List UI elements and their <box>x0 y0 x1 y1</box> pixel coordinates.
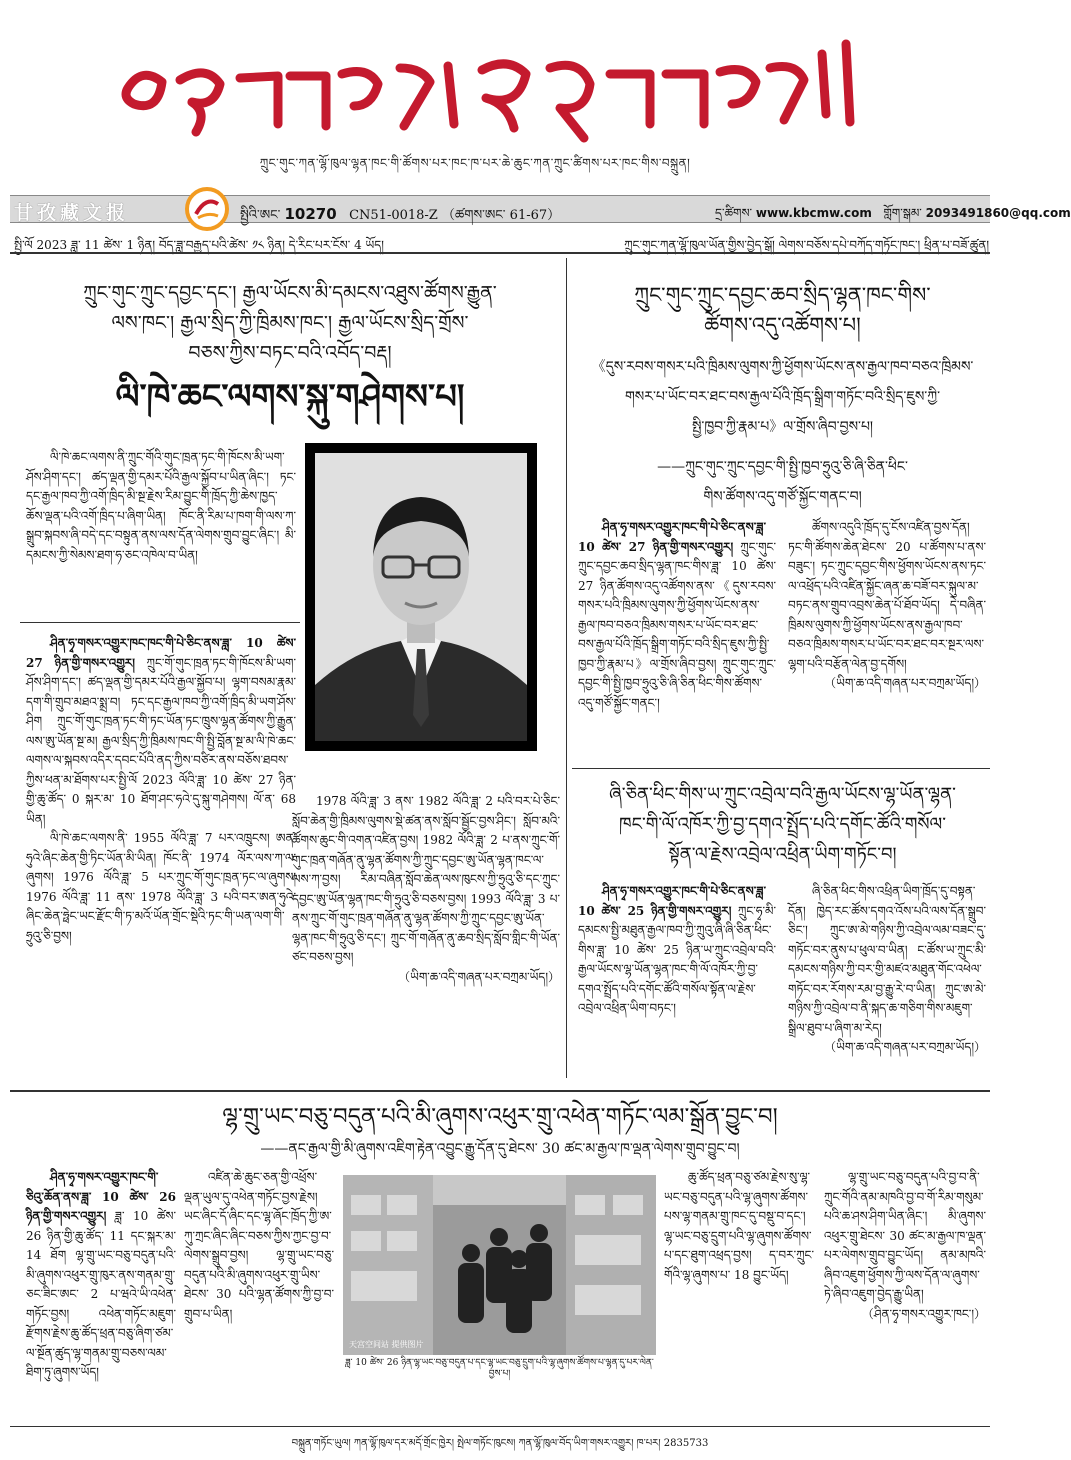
website-link[interactable]: www.kbcmw.com <box>755 206 872 220</box>
right1-sub-3: སྤྱི་ཁྱབ་ཀྱི་རྣམ་པ》ལ་གྲོས་ཞིབ་བྱས་པ། <box>691 419 874 435</box>
cn-code-extra: （ཚགས་ཨང་ 61-67） <box>441 208 561 223</box>
bottom-col-1 <box>26 1168 176 1418</box>
bottom-body-1: ཟླ་ 10 ཚེས་ 26 ཉིན་གྱི་ཆུ་ཚོད་ 11 དང་སྐར་མ་ 14 ཐོག ལྷ་གྲུ་ཡང་བཅུ་བདུན་པའི་མི་ཞུགས་འཕུར་གྲུ་ཁུར་ནས་གནམ་གྲུ་ཅང་ཟིང་ཨང་ 2 པ་ཝའེ་ཡི་འཕེན་གཏོང་བྱས། འཕེན་གཏོང་མཇུག་རྫོགས་རྗེས་ཆུ་ཚོད་ཕྲན་བཅུ་ཞིག་ཙམ་ལ་སྔོན་ཚུད་ལྷ་གནམ་གྲུ་བཅས་ལམ་ཐིག་ཏུ་ཞུགས་ཡོད། <box>26 1209 176 1379</box>
bottom-body-4: ལྷ་གྲུ་ཡང་བཅུ་བདུན་པའི་བྱ་བ་ནི་ཀྲུང་གོའི་ནམ་མཁའི་བྱ་བ་གོ་རིམ་གསུམ་པའི་ཆ་ཤས་ཤིག་ཡིན་ཞིང་། མི་ཞུགས་འཕུར་གྲུ་ཐེངས་ 30 ཚང་མ་རྒྱལ་ཁ་ལྡན་པར་ལེགས་གྲུབ་བྱུང་ཡོད། ནམ་མཁའི་ཞིབ་འཇུག་ཕྱོགས་ཀྱི་ལས་དོན་ལ་ཞུགས་ཏེ་ཞིབ་འཇུག་བྱེད་རྒྱུ་ཡིན། <box>824 1170 986 1301</box>
right2-body-2: ཞི་ཅིན་ཕིང་གིས་འཕྲིན་ཡིག་ཁྲོད་དུ་བསྟན་དོན། ཁྱེད་རང་ཚོས་དགའ་འོས་པའི་ལས་དོན་སྒྲུབ་ཅིང་། ཀྲུང་ཨ་མེ་གཉིས་ཀྱི་འབྲེལ་ལམ་བཟང་དུ་གཏོང་བར་ནུས་པ་ཕུལ་བ་ཡིན། ང་ཚོས་ཡ་ཀྲུང་མི་དམངས་གཉིས་ཀྱི་བར་གྱི་མཛའ་མཐུན་གོང་འཕེལ་གཏོང་བར་རོགས་རམ་བྱ་རྒྱུ་རེ་བ་ཡིན། ཀྲུང་ཨ་མེ་གཉིས་ཀྱི་འབྲེལ་བ་ནི་སྐད་ཆ་གཅིག་གིས་མཇུག་སྒྲིལ་ཐུབ་པ་ཞིག་མ་རེད། <box>788 884 986 1035</box>
right2-title-2: ཁང་གི་ལོ་འཁོར་ཀྱི་བྱ་དགའ་སྤྲོད་པའི་དགོང་ཚོའི་གསོལ་ <box>618 814 947 835</box>
lead-kicker-3: བཅས་ཀྱིས་བཏང་བའི་འབོད་བརྡ། <box>188 342 392 364</box>
right1-col-1 <box>578 518 776 758</box>
lead-body-col-1 <box>26 634 296 1072</box>
right1-body-2: ཚོགས་འདུའི་ཁྲོད་དུ་ངོས་འཛིན་བྱས་དོན། ཏང་གི་ཚོགས་ཆེན་ཐེངས་ 20 པ་ཚོགས་པ་ནས་བཟུང་། ཏང་ཀྲུང་དབྱང་གིས་ཕྱོགས་ཡོངས་ནས་ཏང་ལ་འཕྲོད་པའི་འཛིན་སྐྱོང་ཞན་ཆ་བཟོ་བར་སྐུལ་མ་བཏང་ནས་གྲུབ་འབྲས་ཆེན་པོ་ཐོབ་ཡོད། དེ་བཞིན་ཁྲིམས་ལུགས་ཀྱི་ཕྱོགས་ཡོངས་ནས་རྒྱལ་ཁབ་བཅའ་ཁྲིམས་གསར་པ་ཡོང་བར་ཐང་བར་སྔར་ལས་ལྷག་པའི་བརྩོན་ལེན་བྱ་དགོས། <box>788 520 986 671</box>
lead-body-1: ཀྲུང་གོ་གུང་ཁྲན་ཏང་གི་ཁོངས་མི་ཡག་ཤོས་ཤིག་དང་། ཚད་ལྡན་གྱི་དམར་པོའི་རྒྱལ་སྐྱོབ་པ། ལྷག་བསམ་རྣམ་དག་གི་གྲུབ་མཐའ་སྨྲ་བ། ཏང་དང་རྒྱལ་ཁབ་ཀྱི་འགོ་ཁྲིད་མི་ཡག་ཤོས་ཤིག ཀྲུང་གོ་གུང་ཁྲན་ཏང་གི་ཏང་ཡོན་ཏང་ཁྲུས་ལྷན་ཚོགས་ཀྱི་རྒྱུན་ལས་ཨུ་ཡོན་སྔ་མ། རྒྱལ་སྲིད་ཀྱི་ཁྲིམས་ཁང་གི་སྤྱི་བློན་སྔ་མ་ལི་ཁེ་ཆང་ལགས་ལ་སྐབས་འདིར་དབང་པོའི་ནད་ཀྱིས་བཙིར་ནས་བཅོས་ཐབས་ཀྱིས་ཕན་མ་ཐོགས་པར་སྤྱི་ལོ 2023 ལོའི་ཟླ་ 10 ཚེས་ 27 ཉིན་གྱི་ཆུ་ཚོད་ 0 སྐར་མ་ 10 ཐོག་ཤང་ཧའེ་དུ་སྐུ་གཤེགས། ལོ་ན་ 68 ཡིན། <box>26 655 296 826</box>
cn-code: CN51-0018-Z <box>349 208 438 223</box>
right1-dateline: ཤིན་ཧྭ་གསར་འགྱུར་ཁང་གི་པེ་ཅིང་ནས་ཟླ་ 10 ཚེས་ 27 ཉིན་གྱི་གསར་འགྱུར། <box>578 520 766 554</box>
lead-body-2: ལི་ཁེ་ཆང་ལགས་ནི་ 1955 ལོའི་ཟླ་ 7 པར་འཁྲུངས། ཨན་ཧུའེ་ཞིང་ཆེན་གྱི་ཏིང་ཡོན་མི་ཡིན། ཁོང་ནི་ 1974 ལོར་ལས་ཀ་ལ་ཞུགས། 1976 ལོའི་ཟླ་ 5 པར་ཀྲུང་གོ་གུང་ཁྲན་ཏང་ལ་ཞུགས། 1976 ལོའི་ཟླ་ 11 ནས་ 1978 ལོའི་ཟླ་ 3 པའི་བར་ཨན་ཧུའེ་ཞིང་ཆེན་ཧྥེང་ཡང་རྫོང་གི་ཏ་མའོ་ཡོན་གྲོང་སྡེའི་ཏང་གི་ཡན་ལག་གི་ཧྲུའུ་ཅི་བྱས། <box>26 831 296 943</box>
email-link[interactable]: 2093491860@qq.com <box>925 206 1071 220</box>
right1-sub-2: གསར་པ་ཡོང་བར་ཐང་བས་རྒྱལ་པོའི་ཁྲོད་སྒྲིག་གཏོང་བའི་སྲིད་ཇུས་ཀྱི་ <box>624 389 941 405</box>
footer: བསྐྲུན་གཏོང་ཡུལ། ཀན་ལྷོ་ཁུལ་དར་མདོ་གྲོང་ཁྱེར། སྤེལ་གཏོང་ཁུངས། ཀན་ལྷོ་ཁུལ་བོད་ཡིག་གསར་འགྱུར། ཁ་པར། 2835733 <box>291 1438 709 1449</box>
column-divider <box>566 258 567 1078</box>
right-divider <box>572 768 990 769</box>
right1-body-1: ཀྲུང་གུང་ཀྲུང་དབྱང་ཆབ་སྲིད་ལྷན་ཁང་གིས་ཟླ་ 10 ཚེས་ 27 ཉིན་ཚོགས་འདུ་འཚོགས་ནས་《དུས་རབས་གསར་པའི་ཁྲིམས་ལུགས་ཀྱི་ཕྱོགས་ཡོངས་ནས་རྒྱལ་ཁབ་བཅའ་ཁྲིམས་གསར་པ་ཡོང་བར་ཐང་བས་རྒྱལ་པོའི་ཁྲོད་སྒྲིག་གཏོང་བའི་སྲིད་ཇུས་ཀྱི་སྤྱི་ཁྱབ་ཀྱི་རྣམ་པ》ལ་གྲོས་ཞིབ་བྱས། ཀྲུང་གུང་ཀྲུང་དབྱང་གི་སྤྱི་ཁྱབ་ཧྲུའུ་ཅི་ཞི་ཅིན་ཕིང་གིས་ཚོགས་འདུ་གཙོ་སྐྱོང་གནང་། <box>578 539 776 710</box>
space-station-photo <box>343 1175 656 1355</box>
bottom-col-2 <box>184 1168 334 1418</box>
date-line-right: ཀྲུང་གུང་ཀན་ལྷོ་ཁུལ་ཡོན་གྱིས་བྱེད་སྒོ། ལེགས་བཅོས་དཔེ་བཀོད་གཏོང་ཁང་། ཕྲིན་པ་བཟོ་ཚུན། <box>624 238 989 252</box>
portrait-photo <box>305 443 537 751</box>
lead-headline: ལི་ཁེ་ཆང་ལགས་སྐུ་གཤེགས་པ། <box>115 377 465 417</box>
space-station-image <box>343 1175 656 1355</box>
right1-kicker-1: ཀྲུང་གུང་ཀྲུང་དབྱང་ཆབ་སྲིད་ལྷན་ཁང་གིས་ <box>634 283 931 307</box>
right1-sub-5: གིས་ཚོགས་འདུ་གཙོ་སྐྱོང་གནང་བ། <box>703 489 862 505</box>
issue-number: 10270 <box>284 205 337 223</box>
lead-dateline: ཤིན་ཧྭ་གསར་འགྱུར་ཁང་ཁང་གི་པེ་ཅིང་ནས་ཟླ་ 10 ཚེས་ 27 ཉིན་གྱི་གསར་འགྱུར། <box>26 636 296 670</box>
footer-divider <box>10 1426 990 1427</box>
date-line <box>14 232 989 266</box>
bottom-col-3 <box>664 1168 814 1418</box>
photo-tag: 天宫空间站 提供图片 <box>349 1340 424 1349</box>
masthead-slogan: ཀྲུང་གུང་ཀན་ལྷོ་ཁུལ་ལྷན་ཁང་གི་ཚོགས་པར་ཁང་ཁ་པར་ཆེ་ཆུང་ཀན་ཀྲུང་ཚིགས་པར་ཁང་གིས་བསྐྲུན། <box>259 156 691 170</box>
email-label: གློག་སྒམ་ <box>883 206 922 220</box>
header-divider <box>10 252 990 254</box>
lead-byline: （ཡིག་ཆ་འདི་གཞན་པར་བཀྲམ་ཡོད།） <box>398 969 560 984</box>
publication-date: སྤྱི་ལོ 2023 ཟླ་ 11 ཚེས་ 1 ཉིན། བོད་ཟླ་བརྒྱད་པའི་ཚེས་ ༡༨ ཉིན། དེ་རིང་པར་ངོས་ 4 ཡོད། <box>14 238 384 252</box>
right1-sub-4: ——ཀྲུང་གུང་ཀྲུང་དབྱང་གི་སྤྱི་ཁྱབ་ཧྲུའུ་ཅི་ཞི་ཅིན་ཕིང་ <box>657 459 908 475</box>
right1-byline: （ཡིག་ཆ་འདི་གཞན་པར་བཀྲམ་ཡོད།） <box>824 676 986 690</box>
issue-label: སྤྱིའི་ཨང་ <box>240 208 281 223</box>
right2-title-3: སྟོན་ལ་རྗེས་འབྲེལ་འཕྲིན་ཡིག་གཏོང་བ། <box>668 844 897 865</box>
contact-info <box>715 200 1071 234</box>
portrait-image <box>315 453 527 741</box>
photo-caption: ཟླ་ 10 ཚེས་ 26 ཉིན་ལྷ་ཡང་བཅུ་བདུན་པ་དང་ལྷ་ཡང་བཅུ་དྲུག་པའི་ལྷ་ཞུགས་ཚོགས་པ་ལྷན་དུ་པར་ལེན་བྱས་པ། <box>345 1358 654 1379</box>
lead-intro-text: ལི་ཁེ་ཆང་ལགས་ནི་ཀྲུང་གོའི་གུང་ཁྲན་ཏང་གི་ཁོངས་མི་ཡག་ཤོས་ཤིག་དང་། ཚད་ལྡན་གྱི་དམར་པོའི་རྒྱལ་སྐྱོབ་པ་ཡིན་ཞིང་། ཏང་དང་རྒྱལ་ཁབ་ཀྱི་འགོ་ཁྲིད་མི་སྔ་རྗེས་རིམ་བྱུང་གི་ཁྲོད་ཀྱི་ཆེས་ཁྱད་ཆོས་ལྡན་པའི་འགོ་ཁྲིད་པ་ཞིག་ཡིན། ཁོང་ནི་རིམ་པ་ཁག་གི་ལས་ཀ་སྒྲུབ་སྐབས་ཞི་བདེ་དང་བསྟུན་ནས་ལས་དོན་ལེགས་གྲུབ་བྱུང་ཞིང་། མི་དམངས་ཀྱི་སེམས་ཐག་ཧ་ཅང་འཁེལ་བ་ཡིན། <box>26 450 296 562</box>
masthead <box>0 0 1000 190</box>
right2-title-1: ཞི་ཅིན་ཕིང་གིས་ཡ་ཀྲུང་འབྲེལ་བའི་རྒྱལ་ཡོངས་ལྷ་ཡོན་ལྷན་ <box>609 784 956 805</box>
right1-kicker-2: ཚོགས་འདུ་འཚོགས་པ། <box>704 313 861 337</box>
lead-kicker-1: ཀྲུང་གུང་ཀྲུང་དབྱང་དང་། རྒྱལ་ཡོངས་མི་དམངས་འཐུས་ཚོགས་རྒྱུན་ <box>83 282 497 304</box>
bottom-subtitle: ——ནང་རྒྱལ་གྱི་མི་ཞུགས་འཇིག་རྟེན་འབྱུང་རྒྱུ་དོན་དུ་ཐེངས་ 30 ཚང་མ་རྒྱལ་ཁ་ལྡན་ལེགས་གྲུབ་བྱུང་བ། <box>260 1141 740 1157</box>
right2-byline: （ཡིག་ཆ་འདི་གཞན་པར་བཀྲམ་ཡོད།） <box>824 1040 986 1054</box>
brand-emblem-icon <box>184 186 230 232</box>
brand-logo-text: 甘孜藏文报 <box>14 202 130 224</box>
lead-kicker-2: ལས་ཁང་། རྒྱལ་སྲིད་ཀྱི་ཁྲིམས་ཁང་། རྒྱལ་ཡོངས་སྲིད་གྲོས་ <box>111 312 469 334</box>
lead-intro-divider <box>20 622 300 623</box>
bottom-section-divider <box>10 1090 990 1092</box>
bottom-body-3: ཆུ་ཚོད་ཕྲན་བཅུ་ཙམ་རྗེས་སུ་ལྷ་ཡང་བཅུ་བདུན་པའི་ལྷ་ཞུགས་ཚོགས་པས་ལྷ་གནམ་གྲུ་ཁང་དུ་བསྡུ་བ་དང་། ལྷ་ཡང་བཅུ་དྲུག་པའི་ལྷ་ཞུགས་ཚོགས་པ་དང་ཐུག་འཕྲད་བྱས། ད་བར་ཀྲུང་གོའི་ལྷ་ཞུགས་པ་ 18 བྱུང་ཡོད། <box>664 1170 814 1282</box>
masthead-calligraphy <box>110 18 870 168</box>
lead-body-col-2 <box>292 792 560 1082</box>
bottom-body-2: འཛིན་ཆེ་ཆུང་ཅན་གྱི་འཕྲོས་ལྡན་ཡུལ་དུ་འཕེན་གཏོང་བྱས་རྗེས། ཡང་ཞིང་དོ་ཞིང་དང་ལྷ་ཞོང་ཁྲོད་ཀྱི་ཨ་ཀུ་ཀྲང་ཞིང་ཞིང་བཅས་ཀྱིས་ཀྱང་བྱ་བ་ལེགས་སྒྲུབ་བྱས། ལྷ་གྲུ་ཡང་བཅུ་བདུན་པའི་མི་ཞུགས་འཕུར་གྲུ་ཡིས་ཐེངས་ 30 པའི་ལྷན་ཚོགས་ཀྱི་བྱ་བ་གྲུབ་པ་ཡིན། <box>184 1170 334 1321</box>
bottom-col-4 <box>824 1168 986 1418</box>
right2-body-1: ཀྲུང་ཧྭ་མི་དམངས་སྤྱི་མཐུན་རྒྱལ་ཁབ་ཀྱི་ཀྲུའུ་ཞི་ཞི་ཅིན་ཕིང་གིས་ཟླ་ 10 ཚེས་ 25 ཉིན་ཡ་ཀྲུང་འབྲེལ་བའི་རྒྱལ་ཡོངས་ལྷ་ཡོན་ལྷན་ཁང་གི་ལོ་འཁོར་ཀྱི་བྱ་དགའ་སྤྲོད་པའི་དགོང་ཚོའི་གསོལ་སྟོན་ལ་རྗེས་འབྲེལ་འཕྲིན་ཡིག་བཏང་། <box>578 903 776 1015</box>
right2-col-1 <box>578 882 776 1078</box>
right1-col-2 <box>788 518 986 758</box>
right2-col-2 <box>788 882 986 1078</box>
bottom-title: ལྷ་གྲུ་ཡང་བཅུ་བདུན་པའི་མི་ཞུགས་འཕུར་གྲུ་འཕེན་གཏོང་ལམ་སྒྲོན་བྱུང་བ། <box>222 1104 778 1130</box>
bottom-dateline: ཤིན་ཧྭ་གསར་འགྱུར་ཁང་གི་ཅིའུ་ཆོན་ནས་ཟླ་ 10 ཚེས་ 26 ཉིན་གྱི་གསར་འགྱུར། <box>26 1170 176 1223</box>
web-label: དྲ་ཚིགས་ <box>715 206 753 220</box>
lead-intro <box>26 448 296 608</box>
right2-dateline: ཤིན་ཧྭ་གསར་འགྱུར་ཁང་གི་པེ་ཅིང་ནས་ཟླ་ 10 ཚེས་ 25 ཉིན་གྱི་གསར་འགྱུར། <box>578 884 766 918</box>
right1-sub-1: 《དུས་རབས་གསར་པའི་ཁྲིམས་ལུགས་ཀྱི་ཕྱོགས་ཡོངས་ནས་རྒྱལ་ཁབ་བཅའ་ཁྲིམས་ <box>591 359 974 375</box>
bottom-byline: （ཤིན་ཧྭ་གསར་འགྱུར་ཁང་།） <box>861 1306 986 1321</box>
lead-body-3: 1978 ལོའི་ཟླ་ 3 ནས་ 1982 ལོའི་ཟླ་ 2 པའི་བར་པེ་ཅིང་སློབ་ཆེན་གྱི་ཁྲིམས་ལུགས་སྡེ་ཚན་ནས་སློབ་སྦྱོང་བྱས་ཤིང་། སློབ་མའི་ཚོགས་ཆུང་གི་འགན་འཛིན་བྱས། 1982 ལོའི་ཟླ་ 2 པ་ནས་ཀྲུང་གོ་གུང་ཁྲན་གཞོན་ནུ་ལྷན་ཚོགས་ཀྱི་ཀྲུང་དབྱང་ཨུ་ཡོན་ལྷན་ཁང་ལ་ལས་ཀ་བྱས། རིམ་བཞིན་སློབ་ཆེན་ལས་ཁུངས་ཀྱི་ཧྲུའུ་ཅི་དང་ཀྲུང་དབྱང་ཨུ་ཡོན་ལྷན་ཁང་གི་ཧྲུའུ་ཅི་བཅས་བྱས། 1993 ལོའི་ཟླ་ 3 པ་ནས་ཀྲུང་གོ་གུང་ཁྲན་གཞོན་ནུ་ལྷན་ཚོགས་ཀྱི་ཀྲུང་དབྱང་ཨུ་ཡོན་ལྷན་ཁང་གི་ཧྲུའུ་ཅི་དང་། ཀྲུང་གོ་གཞོན་ནུ་ཆབ་སྲིད་སློབ་གླིང་གི་ཡོན་ཙང་བཅས་བྱས། <box>292 794 560 964</box>
